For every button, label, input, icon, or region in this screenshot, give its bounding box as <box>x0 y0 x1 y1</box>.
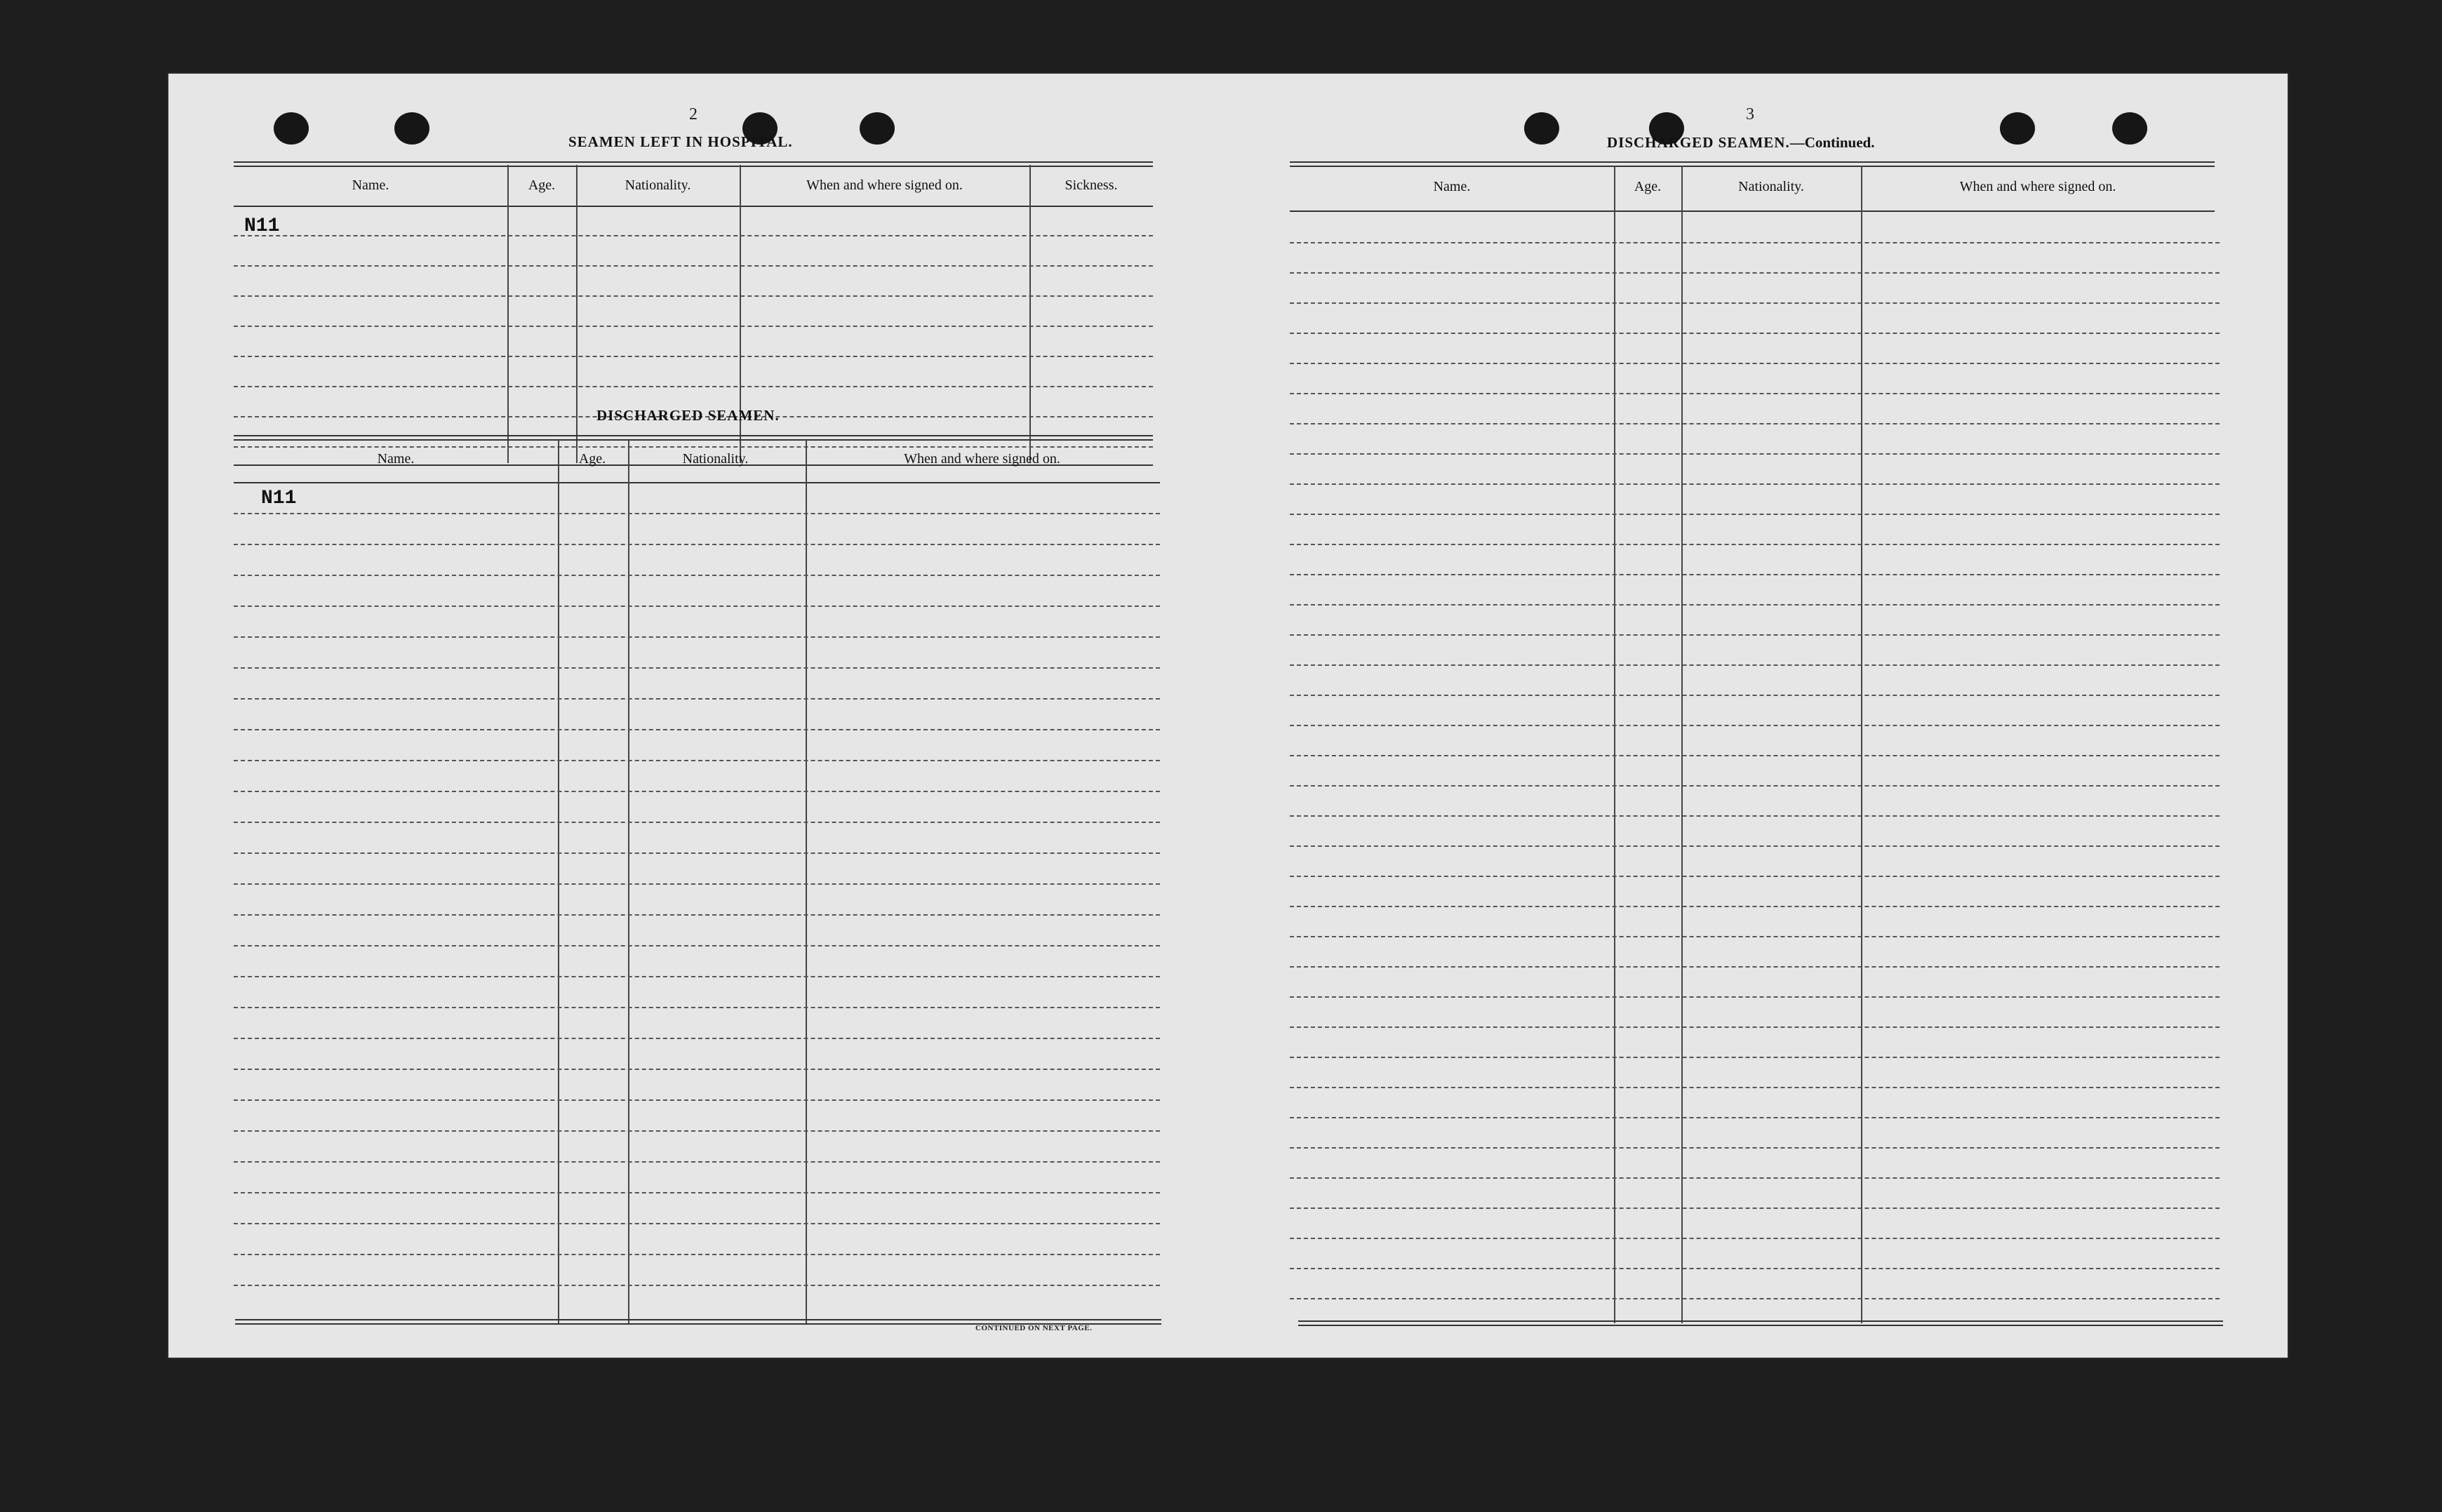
right-table-header <box>1290 179 2215 195</box>
right-heading-suffix: —Continued. <box>1789 134 1875 151</box>
punch-hole <box>274 112 309 145</box>
table-row <box>234 1130 1160 1132</box>
hospital-top-rule <box>234 161 1153 163</box>
table-row <box>234 544 1160 545</box>
discharged-name-entry: N11 <box>261 488 297 509</box>
col-nationality-header: Nationality. <box>682 451 749 467</box>
col-age-header: Age. <box>1634 179 1662 194</box>
table-row <box>234 446 1153 448</box>
table-row <box>234 1099 1160 1101</box>
table-row <box>1290 453 2220 455</box>
discharged-bottom-rule <box>235 1319 1161 1320</box>
right-heading-text: DISCHARGED SEAMEN. <box>1607 134 1790 151</box>
punch-hole <box>394 112 429 145</box>
table-row <box>234 386 1153 387</box>
table-row <box>234 852 1160 854</box>
table-row <box>234 606 1160 607</box>
right-top-rule-2 <box>1290 166 2215 167</box>
table-row <box>1290 996 2220 998</box>
table-row <box>1290 634 2220 636</box>
col-name-header: Name. <box>1433 179 1471 194</box>
table-row <box>234 729 1160 730</box>
discharged-section-heading: DISCHARGED SEAMEN. <box>596 407 780 424</box>
page-number-left: 2 <box>689 105 698 123</box>
table-row <box>1290 785 2220 787</box>
discharged-table-header <box>234 451 1160 467</box>
col-name-header: Name. <box>352 178 389 193</box>
hospital-rows <box>234 207 1153 467</box>
col-signed-on-header: When and where signed on. <box>904 451 1060 467</box>
table-row <box>1290 333 2220 334</box>
table-row <box>1290 1207 2220 1209</box>
punch-hole <box>1524 112 1559 145</box>
discharged-rows <box>234 483 1160 1325</box>
continued-footnote: CONTINUED ON NEXT PAGE. <box>975 1324 1093 1332</box>
hospital-section-heading: SEAMEN LEFT IN HOSPITAL. <box>568 133 793 150</box>
table-row <box>1290 936 2220 937</box>
table-row <box>1290 1057 2220 1058</box>
table-row <box>234 1069 1160 1070</box>
table-row <box>1290 966 2220 968</box>
table-row <box>1290 423 2220 424</box>
hospital-top-rule-2 <box>234 166 1153 167</box>
table-row <box>1290 393 2220 394</box>
table-row <box>1290 725 2220 726</box>
table-row <box>1290 1238 2220 1239</box>
table-row <box>1290 483 2220 485</box>
table-row <box>234 791 1160 792</box>
punch-hole <box>2112 112 2147 145</box>
table-row <box>1290 1177 2220 1179</box>
table-row <box>1290 302 2220 304</box>
page-number-right: 3 <box>1746 105 1754 123</box>
table-row <box>234 883 1160 885</box>
col-name-header: Name. <box>377 451 415 467</box>
hospital-table-header <box>234 178 1153 194</box>
table-row <box>234 914 1160 916</box>
col-age-header: Age. <box>578 451 606 467</box>
col-signed-on-header: When and where signed on. <box>806 178 963 193</box>
table-row <box>234 575 1160 576</box>
table-row <box>234 667 1160 669</box>
table-row <box>1290 363 2220 364</box>
hospital-name-entry: N11 <box>244 215 280 237</box>
table-row <box>1290 574 2220 575</box>
col-nationality-header: Nationality. <box>1738 179 1804 194</box>
table-row <box>1290 1087 2220 1088</box>
table-row <box>1290 664 2220 666</box>
discharged-top-rule <box>234 435 1153 436</box>
right-top-rule <box>1290 161 2215 163</box>
table-row <box>1290 1298 2220 1299</box>
table-row <box>234 822 1160 823</box>
table-row <box>234 1192 1160 1193</box>
table-row <box>1290 815 2220 817</box>
table-row <box>1290 906 2220 907</box>
right-bottom-rule <box>1298 1320 2223 1322</box>
table-row <box>234 326 1153 327</box>
col-signed-on-header: When and where signed on. <box>1959 179 2116 194</box>
ledger-sheet <box>168 74 2288 1358</box>
table-row <box>1290 604 2220 606</box>
table-row <box>234 636 1160 638</box>
right-section-heading <box>1607 134 1874 152</box>
table-row <box>234 1254 1160 1255</box>
table-row <box>234 1161 1160 1163</box>
table-row <box>1290 1026 2220 1028</box>
table-row <box>234 1007 1160 1008</box>
table-row <box>1290 1147 2220 1149</box>
table-row <box>1290 272 2220 274</box>
table-row <box>1290 1117 2220 1118</box>
table-row <box>234 945 1160 946</box>
right-bottom-rule-2 <box>1298 1325 2223 1326</box>
discharged-top-rule-2 <box>234 439 1153 441</box>
table-row <box>234 295 1153 297</box>
table-row <box>234 698 1160 700</box>
punch-hole <box>2000 112 2035 145</box>
table-row <box>1290 544 2220 545</box>
table-row <box>1290 845 2220 847</box>
table-row <box>1290 695 2220 696</box>
table-row <box>1290 242 2220 243</box>
col-nationality-header: Nationality. <box>625 178 691 193</box>
table-row <box>234 1285 1160 1286</box>
table-row <box>234 760 1160 761</box>
table-row <box>1290 876 2220 877</box>
right-rows <box>1290 212 2220 1327</box>
table-row <box>1290 755 2220 756</box>
table-row <box>234 1223 1160 1224</box>
col-sickness-header: Sickness. <box>1065 178 1118 193</box>
table-row <box>234 513 1160 514</box>
table-row <box>234 265 1153 267</box>
table-row <box>1290 514 2220 515</box>
col-age-header: Age. <box>528 178 556 193</box>
punch-hole <box>860 112 895 145</box>
table-row <box>234 976 1160 977</box>
table-row <box>234 356 1153 357</box>
table-row <box>234 1038 1160 1039</box>
table-row <box>234 235 1153 236</box>
table-row <box>1290 1268 2220 1269</box>
